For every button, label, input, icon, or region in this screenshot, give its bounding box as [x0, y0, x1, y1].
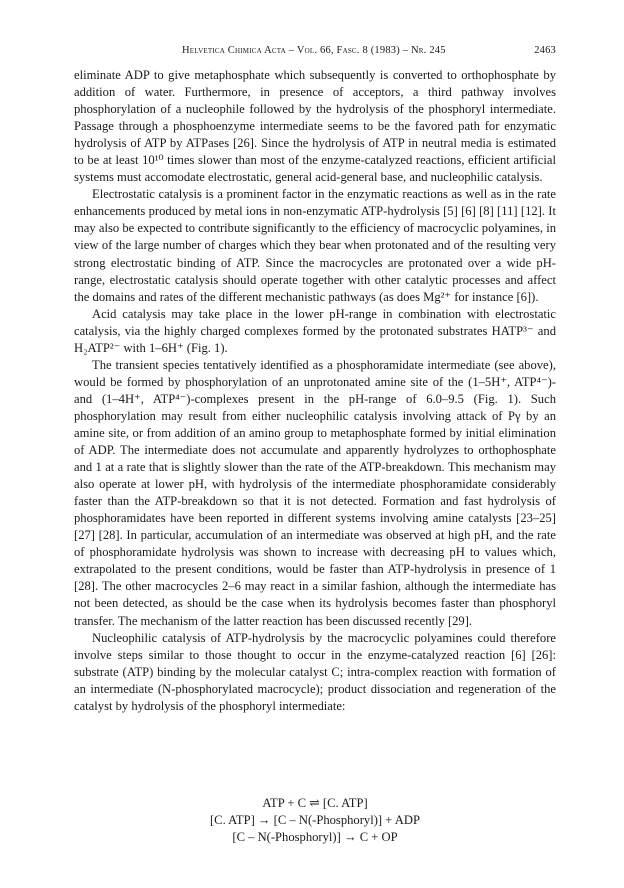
equation-3: [C – N(-Phosphoryl)] → C + OP	[232, 830, 398, 844]
page-number: 2463	[534, 45, 556, 56]
equation-1: ATP + C ⇌ [C. ATP]	[262, 796, 368, 810]
page-header	[74, 45, 556, 61]
paragraph-2: Electrostatic catalysis is a prominent factor in the enzymatic reactions as well as in the rate enhancements produced by metal ions in non-enzymatic ATP-hydrolysis [5] [6] [8] [11] [12]. It may also be expected to contribute significantly to the efficiency of macrocyclic polyamines, in view of the large number of charges which they bear when protonated and of the resulting very strong electrostatic binding of ATP. Since the macrocycles are protonated over a wide pH-range, electrostatic catalysis should operate together with other catalytic processes and affect the domains and rates of the different mechanistic pathways (as does Mg²⁺ for instance [6]).	[74, 187, 556, 304]
paragraph-4: The transient species tentatively identified as a phosphoramidate intermediate (see above), would be formed by phosphorylation of an unprotonated amine site of the (1–5H⁺, ATP⁴⁻)- and (1–4H⁺, ATP⁴⁻)-complexes present in the pH-range of 6.0–9.5 (Fig. 1). Such phosphorylation may result from either nucleophilic catalysis involving attack of Pγ by an amine site, or from addition of an amino group to metaphosphate formed by initial elimination of ADP. The intermediate does not accumulate and apparently hydrolyzes to orthophosphate and 1 at a rate that is slightly slower than the rate of the ATP-breakdown. This mechanism may also operate at lower pH, with hydrolysis of the intermediate phosphoramidate considerably faster than the ATP-breakdown so that it is not detected. Formation and fast hydrolysis of phosphoramidates have been reported in different systems involving amine catalysts [23–25] [27] [28]. In particular, accumulation of an intermediate was observed at high pH, and the rate of phosphoramidate hydrolysis was shown to increase with decreasing pH to values which, extrapolated to the present conditions, would be faster than ATP-hydrolysis in presence of 1 [28]. The other macrocycles 2–6 may react in a similar fashion, although the intermediate has not been detected, as should be the case when its hydrolysis becomes faster than phosphoryl transfer. The mechanism of the latter reaction has been discussed recently [29].	[74, 357, 556, 628]
paragraph-5: Nucleophilic catalysis of ATP-hydrolysis by the macrocyclic polyamines could therefore involve steps similar to those thought to occur in the enzyme-catalyzed reaction [6] [26]: substrate (ATP) binding by the molecular catalyst C; intra-complex reaction with formation of an intermediate (N-phosphorylated macrocycle); product dissociation and regeneration of the catalyst by hydrolysis of the phosphoryl intermediate:	[74, 630, 556, 713]
paragraph-3: Acid catalysis may take place in the lower pH-range in combination with electrostatic catalysis, via the highly charged complexes formed by the protonated substrates HATP³⁻ and H₂ATP²⁻ with 1–6H⁺ (Fig. 1).	[74, 306, 556, 355]
body-text	[74, 67, 556, 715]
paragraph-1: eliminate ADP to give metaphosphate which subsequently is converted to orthophosphate by addition of water. Furthermore, in presence of acceptors, a third pathway involves phosphorylation of a nucleophile followed by the hydrolysis of the phosphoryl intermediate. Passage through a phosphoenzyme intermediate seems to be the favored path for enzymatic hydrolysis of ATP by ATPases [26]. Since the hydrolysis of ATP in neutral media is estimated to be at least 10¹⁰ times slower than most of the enzyme-catalyzed reactions, efficient artificial systems must accomodate electrostatic, general acid-general base, and nucleophilic catalysis.	[74, 68, 556, 185]
running-title: Helvetica Chimica Acta – Vol. 66, Fasc. 8 (1983) – Nr. 245	[182, 45, 446, 56]
equation-2: [C. ATP] → [C – N(-Phosphoryl)] + ADP	[209, 813, 420, 827]
